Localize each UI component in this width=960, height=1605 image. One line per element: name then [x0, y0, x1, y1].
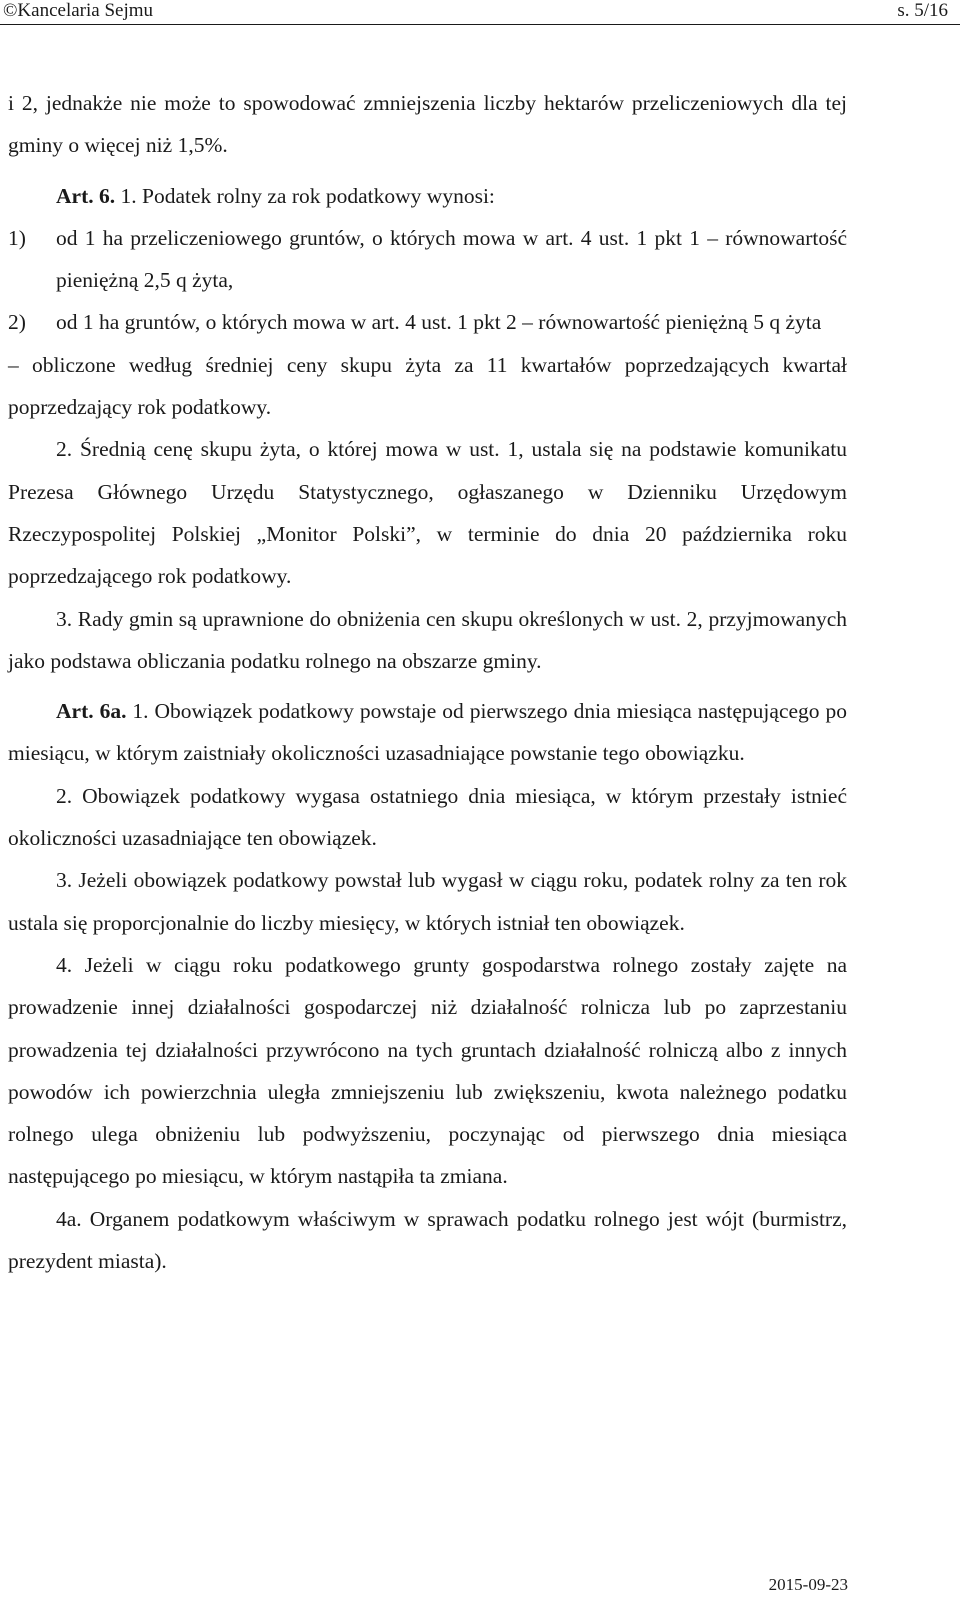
footer-date: 2015-09-23	[768, 1575, 848, 1594]
art6-paragraph-1	[8, 175, 847, 217]
art6a-paragraph-1-text: 1. Obowiązek podatkowy powstaje od pierwszego dnia miesiąca następującego po miesiącu, w którym zaistniały okoliczności uzasadniające powstanie tego obowiązku.	[8, 699, 848, 766]
art6a-label: Art. 6a.	[56, 699, 127, 724]
art6-label: Art. 6.	[56, 183, 116, 208]
art6-item-1-text: od 1 ha przeliczeniowego gruntów, o których mowa w art. 4 ust. 1 pkt 1 – równowartość pieniężną 2,5 q żyta,	[56, 225, 847, 293]
art6a-paragraph-4a: 4a. Organem podatkowym właściwym w sprawach podatku rolnego jest wójt (burmistrz, prezydent miasta).	[8, 1206, 847, 1274]
art6a-paragraph-4: 4. Jeżeli w ciągu roku podatkowego grunty gospodarstwa rolnego zostały zajęte na prowadzenie innej działalności gospodarczej niż działalność rolnicza lub po zaprzestaniu prowadzenia tej działalności przywrócono na tych gruntach działalność rolniczą albo z innych powodów ich powierzchnia uległa zmniejszeniu lub zwiększeniu, kwota należnego podatku rolnego ulega obniżeniu lub podwyższeniu, poczynając od pierwszego dnia miesiąca następującego po miesiącu, w którym nastąpiła ta zmiana.	[8, 952, 847, 1189]
art6-paragraph-3: 3. Rady gmin są uprawnione do obniżenia cen skupu określonych w ust. 2, przyjmowanych jako podstawa obliczania podatku rolnego na obszarze gminy.	[8, 606, 847, 673]
art6a-paragraph-2: 2. Obowiązek podatkowy wygasa ostatniego dnia miesiąca, w którym przestały istnieć okoliczności uzasadniające ten obowiązek.	[8, 783, 847, 851]
art6-item-2-text: od 1 ha gruntów, o których mowa w art. 4 ust. 1 pkt 2 – równowartość pieniężną 5 q żyta	[56, 310, 822, 335]
paragraph-continued: i 2, jednakże nie może to spowodować zmniejszenia liczby hektarów przeliczeniowych dla tej gminy o więcej niż 1,5%.	[8, 91, 847, 158]
document-body	[8, 82, 847, 1282]
art6-paragraph-1-tail: – obliczone według średniej ceny skupu żyta za 11 kwartałów poprzedzających kwartał poprzedzający rok podatkowy.	[8, 352, 847, 420]
header-source: ©Kancelaria Sejmu	[3, 0, 154, 21]
art6-item-1-number: 1)	[8, 225, 26, 250]
page-header	[0, 0, 960, 24]
art6a-paragraph-1	[8, 690, 847, 775]
art6-item-2	[8, 301, 847, 343]
art6a-paragraph-3: 3. Jeżeli obowiązek podatkowy powstał lub wygasł w ciągu roku, podatek rolny za ten rok ustala się proporcjonalnie do liczby miesięcy, w których istniał ten obowiązek.	[8, 868, 847, 935]
art6-paragraph-2: 2. Średnią cenę skupu żyta, o której mowa w ust. 1, ustala się na podstawie komunikatu Prezesa Głównego Urzędu Statystycznego, ogłaszanego w Dzienniku Urzędowym Rzeczypospolitej Polskiej „Monitor Polski”, w terminie do dnia 20 października roku poprzedzającego rok podatkowy.	[8, 437, 847, 589]
art6-item-2-number: 2)	[8, 310, 26, 335]
art6-item-1	[8, 217, 847, 302]
header-divider	[0, 24, 960, 25]
header-page-number: s. 5/16	[897, 0, 948, 21]
art6-paragraph-1-text: 1. Podatek rolny za rok podatkowy wynosi:	[115, 183, 495, 208]
